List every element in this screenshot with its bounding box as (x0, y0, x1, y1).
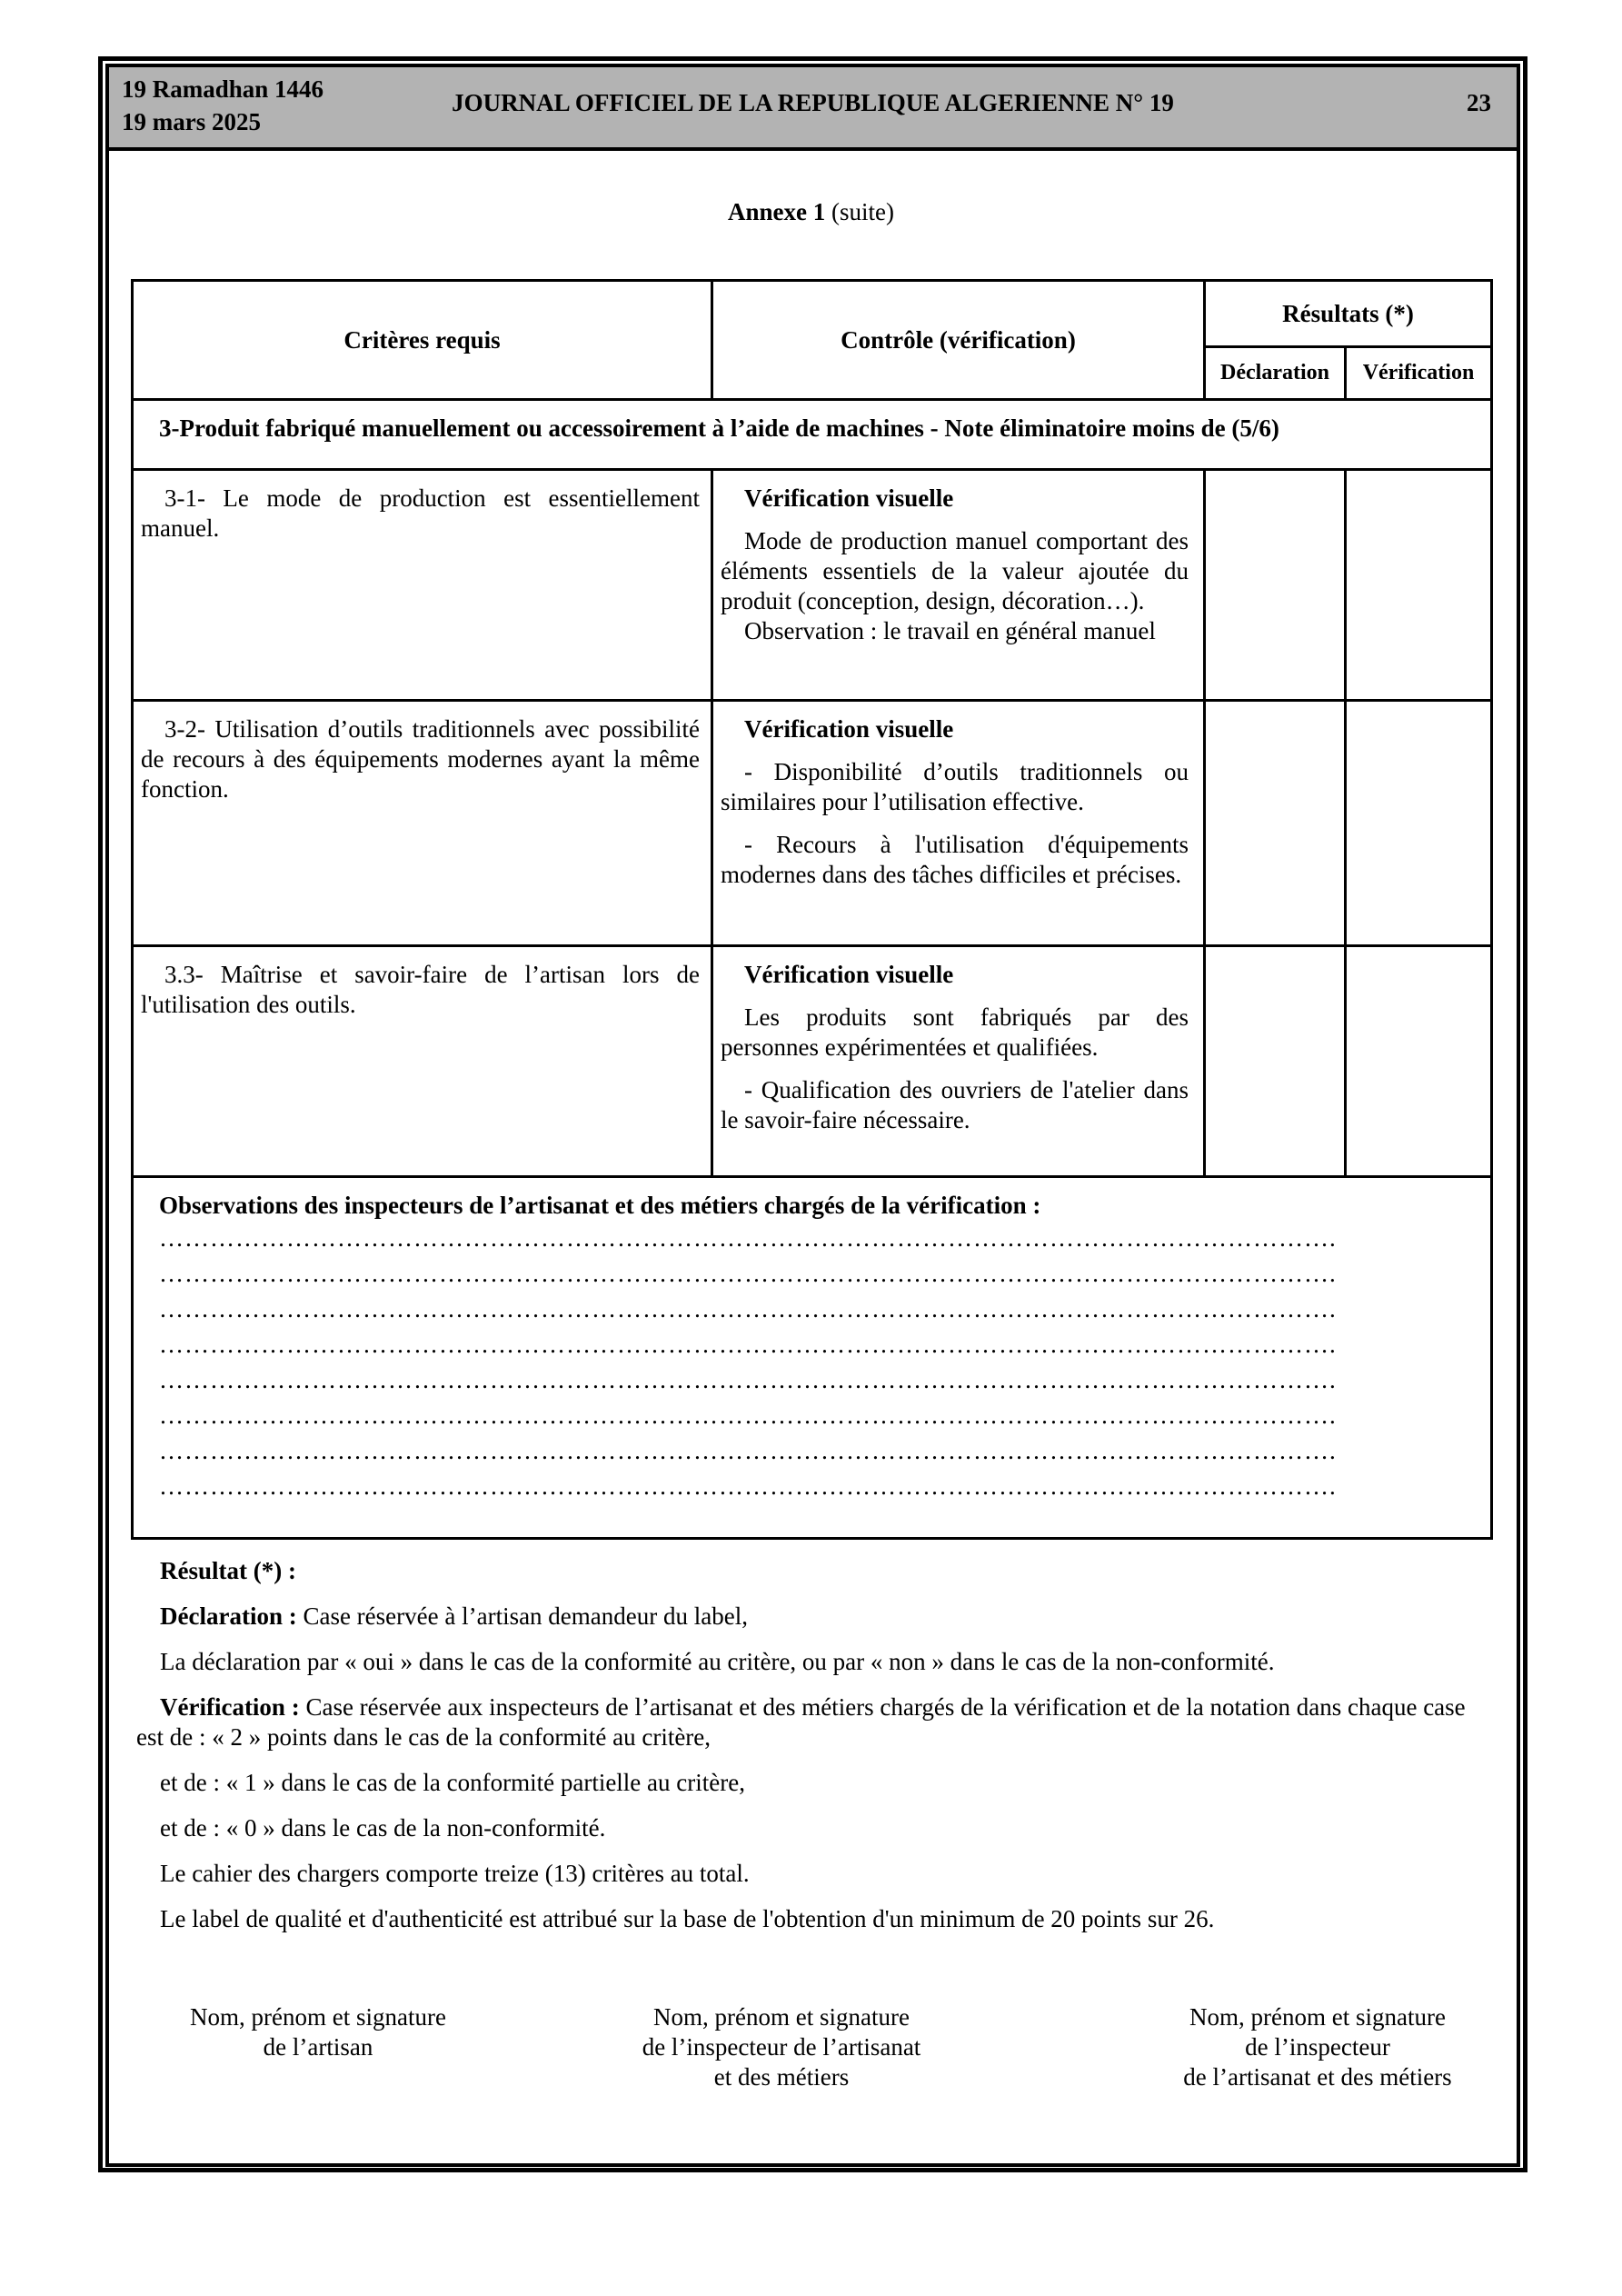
partial-note: et de : « 1 » dans le cas de la conformité partielle au critère, (160, 1769, 745, 1796)
verification-input-cell[interactable] (1346, 470, 1492, 701)
observations-cell (133, 1177, 1492, 1539)
declaration-label: Déclaration : (160, 1602, 297, 1630)
gregorian-date: 19 mars 2025 (122, 108, 261, 135)
criterion-cell: 3.3- Maîtrise et savoir-faire de l’artisan lors de l'utilisation des outils. (133, 946, 712, 1177)
signature-inspector: Nom, prénom et signature de l’inspecteur de l’artisanat et des métiers (642, 2003, 921, 2091)
criteria-count-note: Le cahier des chargers comporte treize (13) critères au total. (160, 1860, 750, 1887)
control-title: Vérification visuelle (744, 961, 954, 988)
non-conform-note: et de : « 0 » dans le cas de la non-conformité. (160, 1814, 606, 1842)
annex-title (0, 198, 1622, 226)
signature-artisan: Nom, prénom et signature de l’artisan (190, 2003, 446, 2061)
threshold-note: Le label de qualité et d'authenticité est attribué sur la base de l'obtention d'un minimum de 20 points sur 26. (160, 1905, 1215, 1932)
criteria-table (131, 279, 1493, 1540)
criterion-cell: 3-1- Le mode de production est essentiellement manuel. (133, 470, 712, 701)
section-title: 3-Produit fabriqué manuellement ou accessoirement à l’aide de machines - Note éliminatoire moins de (5/6) (133, 400, 1492, 470)
declaration-note: Déclaration : Case réservée à l’artisan demandeur du label, (160, 1602, 748, 1630)
table-row (133, 946, 1492, 1177)
control-title: Vérification visuelle (744, 715, 954, 743)
declaration-input-cell[interactable] (1205, 470, 1346, 701)
control-item: - Qualification des ouvriers de l'atelier dans le savoir-faire nécessaire. (721, 1076, 1189, 1133)
section-row (133, 400, 1492, 470)
journal-header (109, 67, 1517, 151)
control-cell (712, 470, 1205, 701)
verification-note: Vérification : Case réservée aux inspecteurs de l’artisanat et des métiers chargés de la vérification et de la notation dans chaque case est de : « 2 » points dans le cas de la conformité au critère, (136, 1693, 1466, 1751)
observation-line[interactable]: …………………………………………………………………………………………………………………………. (159, 1402, 1337, 1429)
observation-line[interactable]: …………………………………………………………………………………………………………………………. (159, 1437, 1337, 1464)
criterion-cell: 3-2- Utilisation d’outils traditionnels avec possibilité de recours à des équipements modernes ayant la même fonction. (133, 701, 712, 946)
result-notes (136, 1556, 1490, 1950)
header-control: Contrôle (vérification) (712, 281, 1205, 400)
page-number: 23 (1467, 89, 1491, 116)
table-row (133, 470, 1492, 701)
control-item: Observation : le travail en général manuel (744, 617, 1156, 644)
annex-suffix: (suite) (831, 198, 894, 225)
observation-line[interactable]: …………………………………………………………………………………………………………………………. (159, 1295, 1337, 1323)
table-header-row (133, 281, 1492, 347)
verification-label: Vérification : (160, 1693, 300, 1721)
header-results: Résultats (*) (1205, 281, 1492, 347)
observation-line[interactable]: …………………………………………………………………………………………………………………………. (159, 1331, 1337, 1358)
control-item: Les produits sont fabriqués par des personnes expérimentées et qualifiées. (721, 1003, 1189, 1061)
declaration-detail: La déclaration par « oui » dans le cas de la conformité au critère, ou par « non » dans le cas de la non-conformité. (160, 1648, 1275, 1675)
result-heading: Résultat (*) : (160, 1557, 296, 1584)
control-item: - Disponibilité d’outils traditionnels ou similaires pour l’utilisation effective. (721, 758, 1189, 815)
verification-input-cell[interactable] (1346, 946, 1492, 1177)
header-verification: Vérification (1346, 347, 1492, 400)
declaration-input-cell[interactable] (1205, 701, 1346, 946)
control-cell (712, 701, 1205, 946)
observations-title: Observations des inspecteurs de l’artisanat et des métiers chargés de la vérification : (159, 1192, 1041, 1219)
control-item: - Recours à l'utilisation d'équipements modernes dans des tâches difficiles et précises. (721, 831, 1189, 888)
journal-title: JOURNAL OFFICIEL DE LA REPUBLIQUE ALGERIENNE N° 19 (452, 89, 1174, 116)
header-declaration: Déclaration (1205, 347, 1346, 400)
observation-line[interactable]: …………………………………………………………………………………………………………………………. (159, 1224, 1337, 1252)
table-row (133, 701, 1492, 946)
annex-label: Annexe 1 (728, 198, 826, 225)
observation-line[interactable]: …………………………………………………………………………………………………………………………. (159, 1366, 1337, 1393)
hijri-date: 19 Ramadhan 1446 (122, 75, 324, 103)
observation-line[interactable]: …………………………………………………………………………………………………………………………. (159, 1472, 1337, 1500)
verification-input-cell[interactable] (1346, 701, 1492, 946)
control-cell (712, 946, 1205, 1177)
control-item: Mode de production manuel comportant des éléments essentiels de la valeur ajoutée du produit (conception, design, décoration…). (721, 527, 1189, 614)
header-criteria: Critères requis (133, 281, 712, 400)
control-title: Vérification visuelle (744, 484, 954, 512)
declaration-input-cell[interactable] (1205, 946, 1346, 1177)
observation-line[interactable]: …………………………………………………………………………………………………………………………. (159, 1260, 1337, 1287)
observations-row (133, 1177, 1492, 1539)
signature-inspector-artisanat: Nom, prénom et signature de l’inspecteur de l’artisanat et des métiers (1183, 2003, 1452, 2091)
